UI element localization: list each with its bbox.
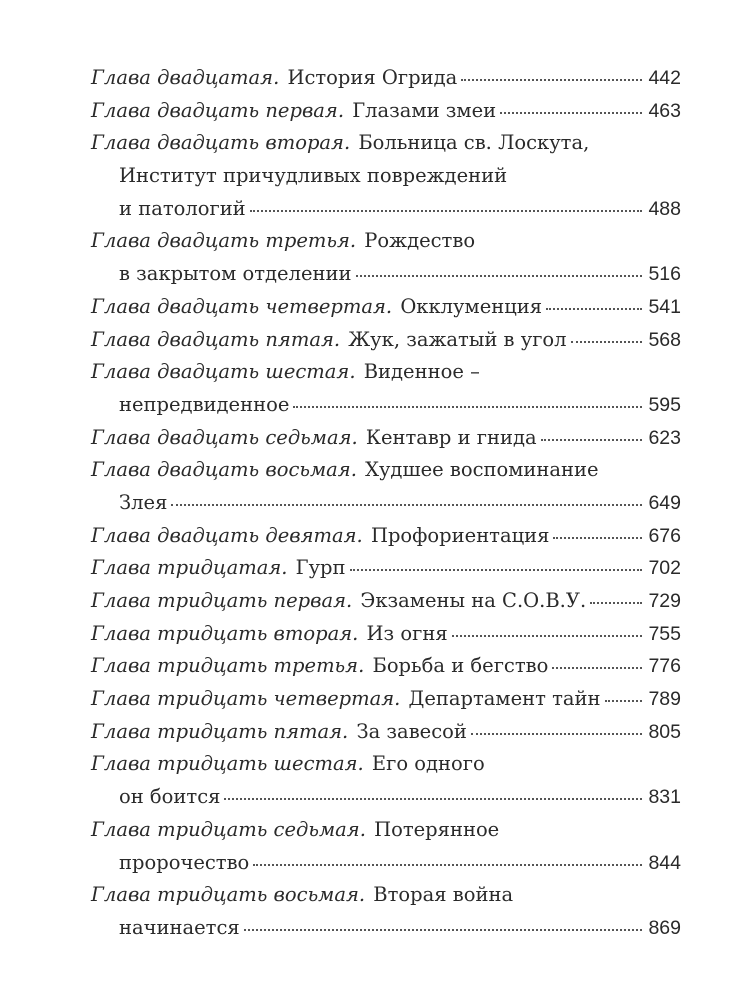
dot-leader — [452, 635, 643, 637]
chapter-label: Глава двадцать шестая. — [91, 360, 356, 384]
toc-entry-first-line — [91, 618, 681, 651]
dot-leader — [471, 733, 643, 735]
toc-entry — [91, 716, 681, 749]
chapter-title: Больница св. Лоскута, — [358, 131, 590, 155]
chapter-label: Глава двадцать вторая. — [91, 131, 351, 155]
toc-entry — [91, 422, 681, 455]
page-number: 755 — [648, 622, 681, 645]
toc-entry-first-line — [91, 879, 681, 912]
toc-entry — [91, 748, 681, 813]
chapter-label: Глава тридцать четвертая. — [91, 687, 401, 711]
dot-leader — [244, 929, 643, 931]
chapter-title: Рождество — [364, 229, 476, 253]
page-number: 541 — [648, 295, 681, 318]
chapter-label: Глава тридцать шестая. — [91, 752, 364, 776]
toc-entry — [91, 324, 681, 357]
chapter-label: Глава двадцатая. — [91, 66, 280, 89]
chapter-title: Гурп — [295, 556, 346, 580]
chapter-title: Профориентация — [370, 523, 550, 547]
dot-leader — [553, 537, 642, 539]
page-number: 831 — [648, 786, 681, 809]
toc-entry-first-line — [91, 324, 681, 357]
toc-entry-first-line — [91, 748, 681, 781]
chapter-title: и патологий — [119, 196, 246, 220]
toc-entry-continuation-line — [91, 389, 681, 422]
chapter-title: Кентавр и гнида — [365, 425, 537, 449]
page-number: 516 — [648, 263, 681, 286]
chapter-title: непредвиденное — [119, 392, 290, 416]
toc-entry-continuation-line — [91, 258, 681, 291]
toc-entry — [91, 95, 681, 128]
toc-entry-first-line — [91, 225, 681, 258]
chapter-title: Из огня — [366, 621, 448, 645]
dot-leader — [605, 700, 643, 702]
toc-entry-first-line — [91, 356, 681, 389]
toc-entry-first-line — [91, 716, 681, 749]
toc-entry-first-line — [91, 650, 681, 683]
chapter-title: он боится — [119, 785, 221, 809]
page-number: 776 — [648, 655, 681, 678]
page-number: 442 — [648, 67, 681, 89]
chapter-title: Потерянное — [374, 817, 500, 841]
toc-entry — [91, 552, 681, 585]
chapter-label: Глава двадцать девятая. — [91, 523, 363, 547]
toc-entry — [91, 62, 681, 95]
toc-entry-continuation-line — [91, 912, 681, 945]
dot-leader — [552, 667, 642, 669]
page-number: 729 — [648, 590, 681, 612]
chapter-title: Виденное – — [363, 360, 480, 384]
chapter-label: Глава двадцать первая. — [91, 98, 345, 122]
toc-entry — [91, 356, 681, 421]
chapter-title: Окклуменция — [400, 294, 543, 318]
dot-leader — [461, 79, 642, 81]
toc-entry-first-line — [91, 585, 681, 618]
toc-entry-continuation-line — [91, 160, 681, 193]
page-number: 568 — [648, 328, 681, 351]
chapter-title: Его одного — [371, 752, 485, 776]
dot-leader — [293, 406, 642, 408]
chapter-label: Глава тридцать вторая. — [91, 621, 359, 645]
toc-entry — [91, 879, 681, 944]
chapter-label: Глава тридцать третья. — [91, 654, 365, 678]
chapter-title: Экзамены на С.О.В.У. — [360, 589, 587, 612]
toc-entry-first-line — [91, 814, 681, 847]
dot-leader — [571, 341, 643, 343]
page-number: 463 — [648, 99, 681, 122]
toc-entry — [91, 585, 681, 618]
dot-leader — [500, 112, 642, 114]
toc-entry — [91, 291, 681, 324]
toc-entry-first-line — [91, 291, 681, 324]
toc-entry-first-line — [91, 520, 681, 553]
chapter-title: Вторая война — [373, 883, 514, 907]
chapter-title: Жук, зажатый в угол — [348, 327, 567, 351]
chapter-title: Глазами змеи — [352, 98, 497, 122]
toc-entry-first-line — [91, 62, 681, 95]
dot-leader — [546, 308, 642, 310]
toc-entry-continuation-line — [91, 847, 681, 880]
toc-entry — [91, 454, 681, 519]
dot-leader — [350, 569, 643, 571]
page-number: 488 — [648, 197, 681, 220]
toc-entry-first-line — [91, 127, 681, 160]
chapter-label: Глава двадцать пятая. — [91, 327, 341, 351]
chapter-label: Глава двадцать восьмая. — [91, 458, 357, 482]
toc-entry — [91, 127, 681, 225]
chapter-title: в закрытом отделении — [119, 262, 352, 286]
chapter-label: Глава тридцатая. — [91, 556, 288, 580]
page-number: 805 — [648, 720, 681, 743]
toc-entry — [91, 225, 681, 290]
page-number: 702 — [648, 557, 681, 580]
toc-entry-first-line — [91, 422, 681, 455]
page-number: 869 — [648, 916, 681, 939]
toc-entry — [91, 520, 681, 553]
table-of-contents — [91, 62, 681, 945]
chapter-title: Борьба и бегство — [372, 654, 549, 678]
dot-leader — [250, 210, 643, 212]
dot-leader — [253, 864, 642, 866]
chapter-label: Глава тридцать пятая. — [91, 719, 349, 743]
dot-leader — [171, 504, 642, 506]
chapter-title: Институт причудливых повреждений — [119, 164, 508, 188]
toc-entry — [91, 683, 681, 716]
page-number: 649 — [648, 491, 681, 514]
chapter-label: Глава двадцать четвертая. — [91, 294, 393, 318]
page-number: 676 — [648, 524, 681, 547]
chapter-label: Глава тридцать восьмая. — [91, 883, 366, 907]
toc-entry-continuation-line — [91, 487, 681, 520]
toc-entry-first-line — [91, 552, 681, 585]
dot-leader — [590, 602, 642, 604]
chapter-title: пророчество — [119, 850, 250, 874]
chapter-title: История Огрида — [287, 66, 458, 89]
page-number: 789 — [648, 688, 681, 711]
page-number: 623 — [648, 426, 681, 449]
chapter-label: Глава двадцать третья. — [91, 229, 357, 253]
chapter-title: Злея — [119, 490, 168, 514]
chapter-label: Глава тридцать седьмая. — [91, 817, 366, 841]
toc-entry-first-line — [91, 454, 681, 487]
toc-entry-first-line — [91, 95, 681, 128]
dot-leader — [356, 275, 643, 277]
page-number: 844 — [648, 851, 681, 874]
toc-entry — [91, 618, 681, 651]
chapter-label: Глава тридцать первая. — [91, 589, 353, 612]
page-number: 595 — [648, 393, 681, 416]
toc-entry-first-line — [91, 683, 681, 716]
toc-entry-continuation-line — [91, 781, 681, 814]
toc-entry — [91, 650, 681, 683]
toc-entry-continuation-line — [91, 193, 681, 226]
chapter-title: начинается — [119, 915, 240, 939]
toc-entry — [91, 814, 681, 879]
chapter-title: За завесой — [356, 719, 467, 743]
dot-leader — [224, 798, 642, 800]
chapter-title: Худшее воспоминание — [365, 458, 599, 482]
chapter-title: Департамент тайн — [408, 687, 601, 711]
chapter-label: Глава двадцать седьмая. — [91, 425, 358, 449]
dot-leader — [541, 439, 643, 441]
